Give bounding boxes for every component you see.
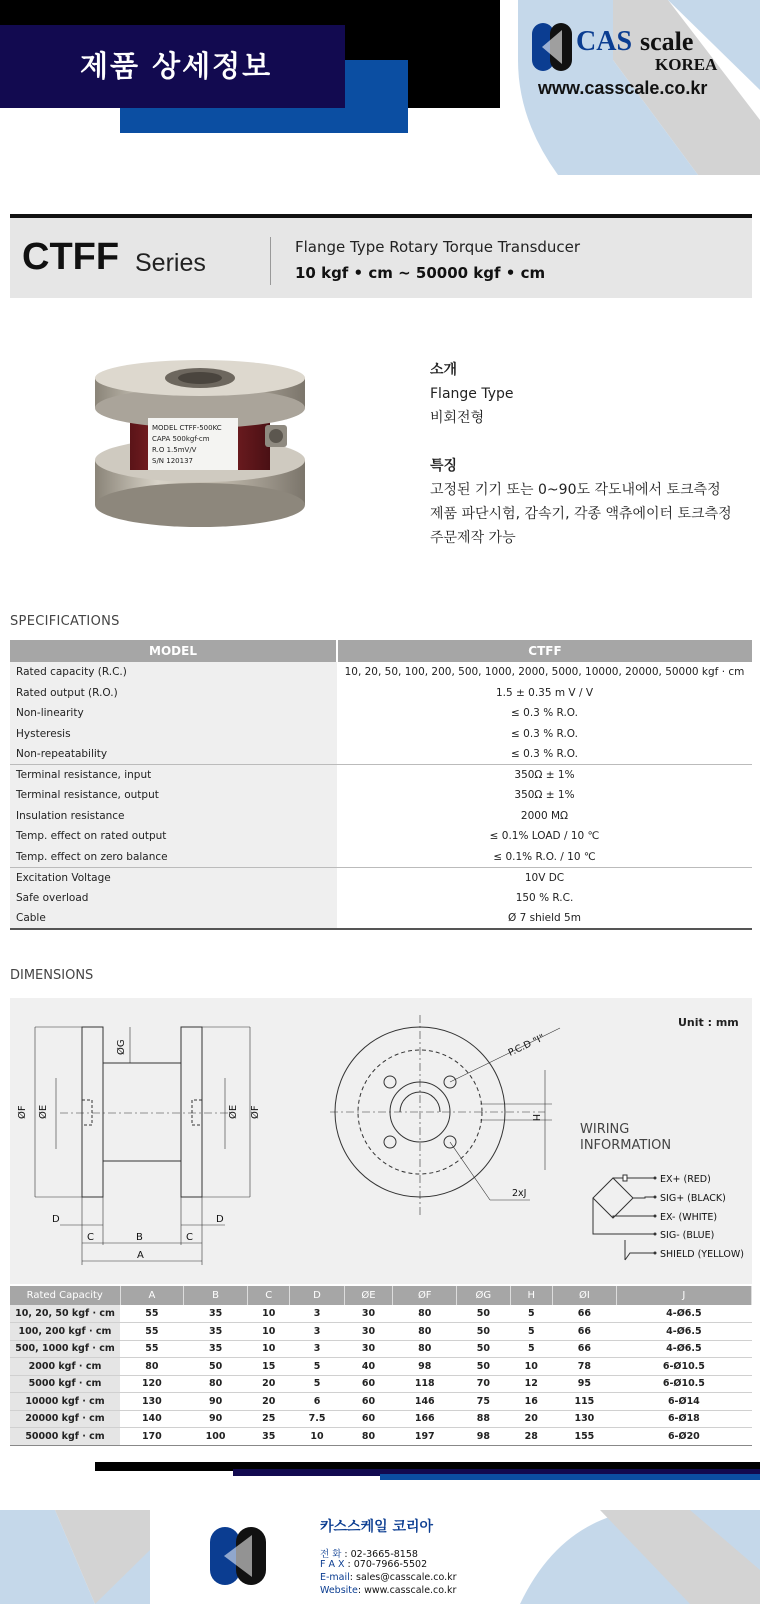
dim-label-phiF: ØF — [250, 1105, 261, 1119]
dim-value-cell: 5 — [510, 1305, 553, 1323]
dim-value-cell: 70 — [457, 1375, 510, 1393]
intro-line: Flange Type — [430, 386, 514, 402]
dim-value-cell: 4-Ø6.5 — [616, 1323, 751, 1341]
dim-label-pcd: P.C.D "I" — [506, 1032, 547, 1059]
wiring-title-line: WIRING — [580, 1122, 630, 1137]
wiring-label: SIG+ (BLACK) — [660, 1193, 726, 1204]
dim-value-cell: 146 — [393, 1393, 457, 1411]
dim-value-cell: 30 — [344, 1323, 393, 1341]
feature-line: 고정된 기기 또는 0~90도 각도내에서 토크측정 — [430, 482, 721, 498]
spec-value: ≤ 0.3 % R.O. — [511, 727, 578, 740]
dim-value-cell: 6-Ø18 — [616, 1410, 751, 1428]
dim-value-cell: 6-Ø20 — [616, 1428, 751, 1446]
dim-label-phiE: ØE — [228, 1104, 239, 1119]
dim-header-cell: ØI — [553, 1286, 617, 1305]
spec-header-row — [10, 640, 752, 662]
series-range: 10 kgf • cm ~ 50000 kgf • cm — [295, 264, 546, 282]
dim-value-cell: 16 — [510, 1393, 553, 1411]
dim-value-cell: 115 — [553, 1393, 617, 1411]
dim-value-cell: 10 — [510, 1358, 553, 1376]
dim-label-J: 2xJ — [512, 1188, 527, 1199]
spec-value: ≤ 0.3 % R.O. — [511, 707, 578, 720]
dim-label-D: D — [52, 1214, 60, 1225]
dim-capacity-cell: 50000 kgf · cm — [10, 1428, 120, 1446]
product-label-line: CAPA 500kgf-cm — [152, 435, 210, 443]
dim-label-C: C — [186, 1232, 193, 1243]
dim-value-cell: 80 — [393, 1323, 457, 1341]
spec-row — [10, 888, 752, 909]
logo-text-korea: KOREA — [655, 55, 718, 74]
dim-value-cell: 5 — [510, 1323, 553, 1341]
spec-value: 1.5 ± 0.35 m V / V — [495, 686, 594, 699]
dim-capacity-cell: 5000 kgf · cm — [10, 1375, 120, 1393]
side-view-drawing — [17, 1015, 280, 1275]
dim-label-A: A — [137, 1250, 144, 1261]
dim-header-cell: ØF — [393, 1286, 457, 1305]
dimensions-table — [10, 1286, 752, 1446]
series-model: CTFF — [22, 236, 120, 278]
dim-table-row — [10, 1358, 752, 1376]
series-word: Series — [135, 249, 206, 277]
spec-row — [10, 826, 752, 847]
dim-value-cell: 66 — [553, 1305, 617, 1323]
spec-header-model: MODEL — [10, 640, 337, 662]
dim-value-cell: 60 — [344, 1375, 393, 1393]
product-label-line: R.O 1.5mV/V — [152, 446, 197, 454]
spec-label: Temp. effect on zero balance — [10, 847, 337, 868]
spec-value: 350Ω ± 1% — [514, 789, 575, 802]
footer-fax-label: F A X — [320, 1559, 345, 1570]
specifications-table — [10, 640, 752, 930]
spec-label: Rated capacity (R.C.) — [10, 662, 337, 683]
dim-value-cell: 30 — [344, 1305, 393, 1323]
spec-value: 10, 20, 50, 100, 200, 500, 1000, 2000, 5000, 10000, 20000, 50000 kgf · cm — [344, 666, 745, 679]
spec-row — [10, 847, 752, 868]
dim-capacity-cell: 20000 kgf · cm — [10, 1410, 120, 1428]
spec-row — [10, 908, 752, 929]
dim-value-cell: 80 — [184, 1375, 248, 1393]
dim-value-cell: 55 — [120, 1340, 184, 1358]
spec-value: 150 % R.C. — [515, 891, 574, 904]
dim-value-cell: 12 — [510, 1375, 553, 1393]
cas-logo — [530, 20, 730, 75]
footer-company-name: 카스스케일 코리아 — [320, 1519, 434, 1535]
product-intro — [430, 358, 732, 550]
intro-line: 비회전형 — [430, 410, 485, 426]
wiring-title-line: INFORMATION — [580, 1138, 672, 1153]
wiring-diagram — [585, 1170, 755, 1270]
dim-value-cell: 35 — [184, 1323, 248, 1341]
dim-table-row — [10, 1323, 752, 1341]
footer-fax-value: 070-7966-5502 — [353, 1559, 428, 1570]
dim-label-phiG: ØG — [116, 1039, 127, 1055]
dim-value-cell: 50 — [184, 1358, 248, 1376]
dim-value-cell: 4-Ø6.5 — [616, 1340, 751, 1358]
dim-value-cell: 50 — [457, 1323, 510, 1341]
spec-value: 10V DC — [337, 867, 752, 888]
spec-row — [10, 785, 752, 806]
dimensions-title: DIMENSIONS — [10, 968, 94, 983]
dim-value-cell: 5 — [290, 1375, 344, 1393]
dim-header-cell: C — [247, 1286, 290, 1305]
dim-header-cell: D — [290, 1286, 344, 1305]
dim-value-cell: 55 — [120, 1305, 184, 1323]
spec-label: Insulation resistance — [10, 806, 337, 827]
dim-value-cell: 95 — [553, 1375, 617, 1393]
dim-value-cell: 50 — [457, 1340, 510, 1358]
spec-row — [10, 683, 752, 704]
footer-phone-value: 02-3665-8158 — [350, 1549, 418, 1560]
dim-capacity-cell: 10000 kgf · cm — [10, 1393, 120, 1411]
page-title: 제품 상세정보 — [80, 49, 273, 83]
dim-table-row — [10, 1428, 752, 1446]
logo-text-cas: CAS — [576, 26, 633, 57]
dim-value-cell: 90 — [184, 1410, 248, 1428]
dim-value-cell: 166 — [393, 1410, 457, 1428]
spec-value: ≤ 0.1% R.O. / 10 ℃ — [493, 850, 596, 863]
dim-header-cell: ØG — [457, 1286, 510, 1305]
dim-value-cell: 100 — [184, 1428, 248, 1446]
spec-label: Rated output (R.O.) — [10, 683, 337, 704]
dim-value-cell: 3 — [290, 1323, 344, 1341]
dim-value-cell: 155 — [553, 1428, 617, 1446]
spec-label: Non-linearity — [10, 703, 337, 724]
series-divider — [270, 237, 271, 285]
dim-value-cell: 50 — [457, 1305, 510, 1323]
dim-value-cell: 6-Ø14 — [616, 1393, 751, 1411]
series-band — [10, 218, 752, 298]
feature-heading: 특징 — [430, 458, 458, 474]
dim-value-cell: 120 — [120, 1375, 184, 1393]
dim-value-cell: 98 — [457, 1428, 510, 1446]
header-website[interactable]: www.casscale.co.kr — [538, 78, 708, 98]
dim-value-cell: 140 — [120, 1410, 184, 1428]
spec-value: ≤ 0.3 % R.O. — [511, 748, 578, 760]
dim-value-cell: 130 — [120, 1393, 184, 1411]
wiring-label: EX- (WHITE) — [660, 1212, 718, 1223]
spec-row — [10, 662, 752, 683]
dim-value-cell: 3 — [290, 1305, 344, 1323]
spec-label: Excitation Voltage — [10, 867, 337, 888]
footer-rule-blue — [380, 1474, 760, 1480]
spec-label: Temp. effect on rated output — [10, 826, 337, 847]
dim-value-cell: 5 — [510, 1340, 553, 1358]
dim-value-cell: 90 — [184, 1393, 248, 1411]
dim-table-row — [10, 1393, 752, 1411]
dim-capacity-cell: 10, 20, 50 kgf · cm — [10, 1305, 120, 1323]
dim-value-cell: 55 — [120, 1323, 184, 1341]
spec-row — [10, 744, 752, 765]
footer-phone: 전 화 : 02-3665-8158 — [320, 1549, 418, 1560]
dim-value-cell: 5 — [290, 1358, 344, 1376]
dim-value-cell: 40 — [344, 1358, 393, 1376]
dim-value-cell: 78 — [553, 1358, 617, 1376]
dim-table-row — [10, 1375, 752, 1393]
spec-row — [10, 806, 752, 827]
dim-value-cell: 10 — [247, 1323, 290, 1341]
spec-value: 350Ω ± 1% — [337, 765, 752, 786]
dim-capacity-cell: 500, 1000 kgf · cm — [10, 1340, 120, 1358]
dim-value-cell: 28 — [510, 1428, 553, 1446]
dim-value-cell: 60 — [344, 1393, 393, 1411]
dim-value-cell: 6-Ø10.5 — [616, 1358, 751, 1376]
dim-value-cell: 3 — [290, 1340, 344, 1358]
dim-header-cell: J — [616, 1286, 751, 1305]
spec-label: Hysteresis — [10, 724, 337, 745]
logo-text-scale: scale — [640, 27, 694, 56]
dim-value-cell: 10 — [247, 1305, 290, 1323]
product-label-line: MODEL CTFF-500KC — [152, 424, 222, 432]
footer-email-value[interactable]: sales@casscale.co.kr — [356, 1572, 457, 1583]
unit-label: Unit : mm — [678, 1016, 739, 1029]
spec-row — [10, 765, 752, 786]
series-description: Flange Type Rotary Torque Transducer — [295, 238, 581, 256]
dim-value-cell: 75 — [457, 1393, 510, 1411]
product-label-line: S/N 120137 — [152, 457, 193, 465]
dim-value-cell: 6-Ø10.5 — [616, 1375, 751, 1393]
feature-line: 주문제작 가능 — [430, 530, 516, 546]
specifications-title: SPECIFICATIONS — [10, 614, 120, 629]
dim-label-phiF: ØF — [17, 1105, 28, 1119]
dim-value-cell: 88 — [457, 1410, 510, 1428]
dim-label-H: H — [530, 1114, 541, 1122]
footer-email: E-mail: sales@casscale.co.kr — [320, 1572, 457, 1583]
dim-value-cell: 20 — [247, 1375, 290, 1393]
wiring-label: SIG- (BLUE) — [660, 1230, 715, 1241]
dim-header-row — [10, 1286, 752, 1305]
dim-value-cell: 35 — [247, 1428, 290, 1446]
dim-table-row — [10, 1305, 752, 1323]
dim-capacity-cell: 100, 200 kgf · cm — [10, 1323, 120, 1341]
dim-value-cell: 20 — [510, 1410, 553, 1428]
dim-label-D: D — [216, 1214, 224, 1225]
dim-value-cell: 4-Ø6.5 — [616, 1305, 751, 1323]
spec-value: 2000 MΩ — [520, 809, 569, 822]
dim-value-cell: 10 — [247, 1340, 290, 1358]
product-image — [90, 360, 315, 530]
dim-value-cell: 35 — [184, 1305, 248, 1323]
dim-value-cell: 80 — [393, 1305, 457, 1323]
spec-value: Ø 7 shield 5m — [337, 908, 752, 929]
dim-value-cell: 130 — [553, 1410, 617, 1428]
spec-row — [10, 703, 752, 724]
footer-email-label: E-mail — [320, 1572, 350, 1583]
wiring-title — [580, 1122, 671, 1154]
dim-table-row — [10, 1410, 752, 1428]
dim-value-cell: 50 — [457, 1358, 510, 1376]
dim-value-cell: 66 — [553, 1323, 617, 1341]
feature-line: 제품 파단시험, 감속기, 각종 액츄에이터 토크측정 — [430, 506, 732, 522]
dim-table-row — [10, 1340, 752, 1358]
spec-header-value: CTFF — [337, 640, 752, 662]
dim-value-cell: 35 — [184, 1340, 248, 1358]
dim-value-cell: 170 — [120, 1428, 184, 1446]
dim-value-cell: 98 — [393, 1358, 457, 1376]
footer-fax: F A X : 070-7966-5502 — [320, 1559, 428, 1570]
footer-phone-label: 전 화 — [320, 1549, 342, 1560]
footer-cas-logo — [208, 1525, 274, 1587]
intro-heading: 소개 — [430, 362, 458, 378]
dim-value-cell: 80 — [344, 1428, 393, 1446]
spec-label: Terminal resistance, input — [10, 765, 337, 786]
dim-label-phiE: ØE — [38, 1104, 49, 1119]
wiring-label: SHIELD (YELLOW) — [660, 1249, 744, 1260]
spec-row — [10, 867, 752, 888]
footer-website: Website: www.casscale.co.kr — [320, 1585, 457, 1596]
dim-label-C: C — [87, 1232, 94, 1243]
dim-value-cell: 30 — [344, 1340, 393, 1358]
dim-value-cell: 6 — [290, 1393, 344, 1411]
spec-label: Cable — [10, 908, 337, 929]
dim-value-cell: 7.5 — [290, 1410, 344, 1428]
dim-value-cell: 25 — [247, 1410, 290, 1428]
dim-value-cell: 60 — [344, 1410, 393, 1428]
dim-header-cell: ØE — [344, 1286, 393, 1305]
spec-label: Non-repeatability — [10, 744, 337, 765]
dim-header-cell: Rated Capacity — [10, 1286, 120, 1305]
footer-website-value[interactable]: www.casscale.co.kr — [364, 1585, 457, 1596]
dim-value-cell: 197 — [393, 1428, 457, 1446]
dim-value-cell: 20 — [247, 1393, 290, 1411]
footer-website-label: Website — [320, 1585, 358, 1596]
spec-label: Safe overload — [10, 888, 337, 909]
dim-value-cell: 118 — [393, 1375, 457, 1393]
dim-capacity-cell: 2000 kgf · cm — [10, 1358, 120, 1376]
wiring-label: EX+ (RED) — [660, 1174, 711, 1185]
dim-value-cell: 80 — [393, 1340, 457, 1358]
spec-value: ≤ 0.1% LOAD / 10 ℃ — [489, 830, 600, 843]
dim-header-cell: H — [510, 1286, 553, 1305]
dim-value-cell: 80 — [120, 1358, 184, 1376]
dim-header-cell: B — [184, 1286, 248, 1305]
dim-value-cell: 10 — [290, 1428, 344, 1446]
dim-value-cell: 15 — [247, 1358, 290, 1376]
spec-label: Terminal resistance, output — [10, 785, 337, 806]
front-view-drawing — [330, 1010, 570, 1230]
dim-value-cell: 66 — [553, 1340, 617, 1358]
dim-label-B: B — [136, 1232, 143, 1243]
spec-row — [10, 724, 752, 745]
dim-header-cell: A — [120, 1286, 184, 1305]
